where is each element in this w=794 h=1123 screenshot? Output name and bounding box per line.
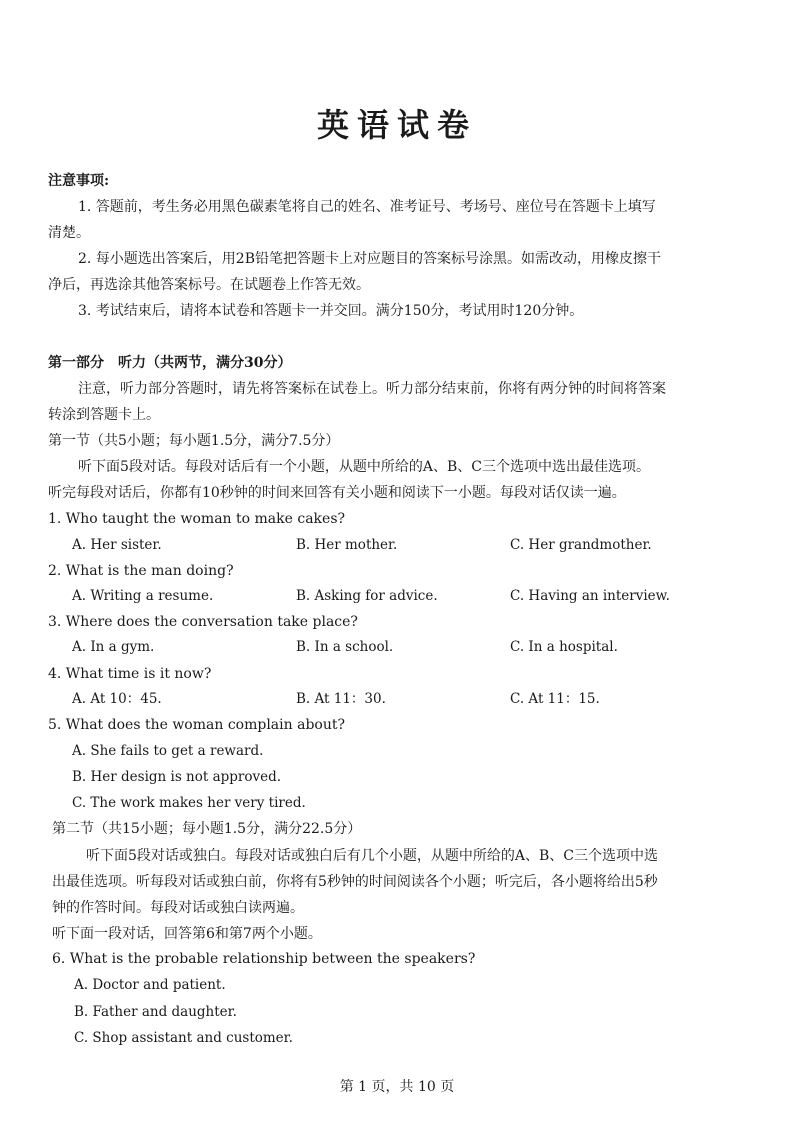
notice-item-3: 3. 考试结束后，请将本试卷和答题卡一并交回。满分150分，考试用时120分钟。 xyxy=(78,303,584,319)
section1-instructions-cont: 听完每段对话后，你都有10秒钟的时间来回答有关小题和阅读下一小题。每段对话仅读一遍。 xyxy=(48,485,626,501)
section2-instructions-end: 钟的作答时间。每段对话或独白读两遍。 xyxy=(52,900,304,916)
question-4-option-c: C. At 11：15. xyxy=(510,691,600,707)
section2-instructions-cont: 出最佳选项。听每段对话或独白前，你将有5秒钟的时间阅读各个小题；听完后，各小题将给出5秒 xyxy=(52,874,658,890)
section2-sub-instructions: 听下面一段对话，回答第6和第7两个小题。 xyxy=(52,926,322,942)
question-1-option-a: A. Her sister. xyxy=(72,537,162,553)
question-5: 5. What does the woman complain about? xyxy=(48,717,345,733)
question-1: 1. Who taught the woman to make cakes? xyxy=(48,511,346,527)
notice-item-1: 1. 答题前，考生务必用黑色碳素笔将自己的姓名、准考证号、考场号、座位号在答题卡上填写 xyxy=(78,199,656,215)
question-5-option-a: A. She fails to get a reward. xyxy=(72,743,264,759)
question-6-option-b: B. Father and daughter. xyxy=(74,1004,237,1020)
question-2: 2. What is the man doing? xyxy=(48,563,234,579)
question-4: 4. What time is it now? xyxy=(48,666,212,682)
question-2-option-c: C. Having an interview. xyxy=(510,588,670,604)
page-footer: 第 1 页，共 10 页 xyxy=(339,1079,455,1095)
question-3-option-b: B. In a school. xyxy=(296,639,394,655)
question-5-option-c: C. The work makes her very tired. xyxy=(72,795,306,811)
question-1-option-b: B. Her mother. xyxy=(296,537,398,553)
notice-item-1-cont: 清楚。 xyxy=(48,225,90,241)
part1-heading: 第一部分 听力（共两节，满分30分） xyxy=(48,355,292,371)
question-2-option-b: B. Asking for advice. xyxy=(296,588,438,604)
question-4-option-a: A. At 10：45. xyxy=(72,691,162,707)
notice-item-2-cont: 净后，再选涂其他答案标号。在试题卷上作答无效。 xyxy=(48,277,370,293)
notice-item-2: 2. 每小题选出答案后，用2B铅笔把答题卡上对应题目的答案标号涂黑。如需改动，用橡皮擦干 xyxy=(78,251,662,267)
question-4-option-b: B. At 11：30. xyxy=(296,691,386,707)
question-6-option-c: C. Shop assistant and customer. xyxy=(74,1030,293,1046)
notice-heading: 注意事项: xyxy=(48,173,110,189)
page-title: 英语试卷 xyxy=(316,106,477,144)
section2-heading: 第二节（共15小题；每小题1.5分，满分22.5分） xyxy=(52,821,362,837)
question-6: 6. What is the probable relationship between the speakers? xyxy=(52,951,476,967)
question-1-option-c: C. Her grandmother. xyxy=(510,537,652,553)
question-3: 3. Where does the conversation take place? xyxy=(48,614,358,630)
section1-heading: 第一节（共5小题；每小题1.5分，满分7.5分） xyxy=(48,433,340,449)
section1-instructions: 听下面5段对话。每段对话后有一个小题，从题中所给的A、B、C三个选项中选出最佳选项。 xyxy=(78,459,651,475)
question-3-option-a: A. In a gym. xyxy=(72,639,155,655)
part1-note-cont: 转涂到答题卡上。 xyxy=(48,407,160,423)
question-3-option-c: C. In a hospital. xyxy=(510,639,618,655)
part1-note: 注意，听力部分答题时，请先将答案标在试卷上。听力部分结束前，你将有两分钟的时间将答案 xyxy=(78,381,666,397)
section2-instructions: 听下面5段对话或独白。每段对话或独白后有几个小题，从题中所给的A、B、C三个选项中选 xyxy=(86,848,659,864)
question-5-option-b: B. Her design is not approved. xyxy=(72,769,282,785)
question-2-option-a: A. Writing a resume. xyxy=(72,588,214,604)
question-6-option-a: A. Doctor and patient. xyxy=(74,977,226,993)
